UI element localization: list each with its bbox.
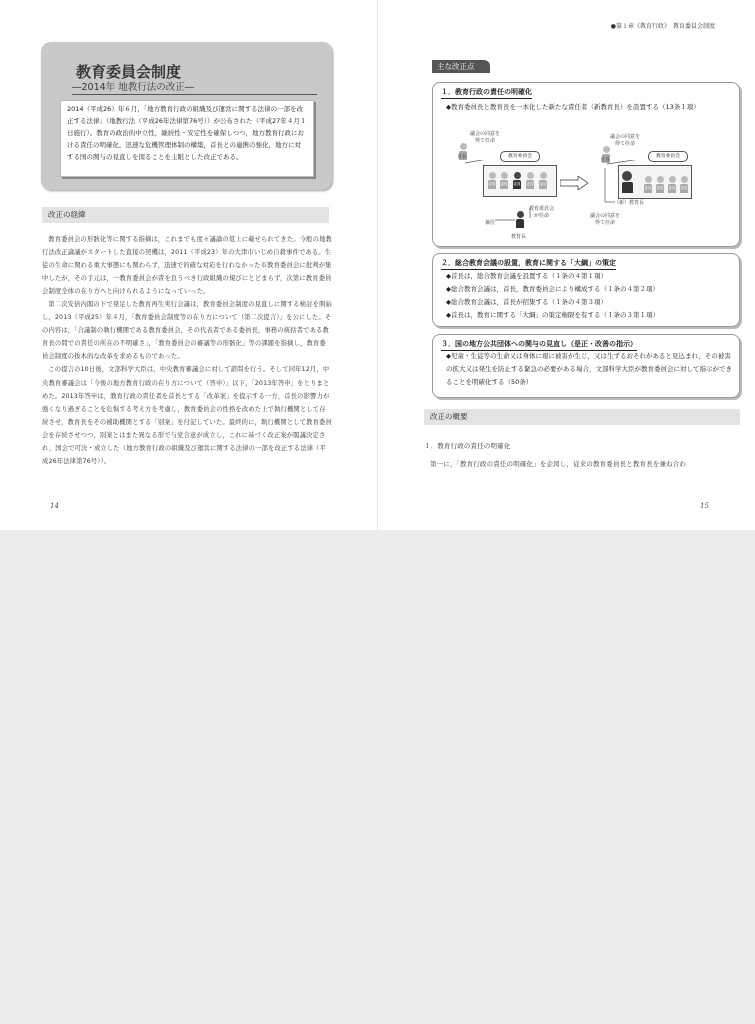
overview-heading: 改正の概要 [424,409,740,425]
page-number-right: 15 [700,502,709,510]
paragraph: この提言の10日後，文部科学大臣は，中央教育審議会に対して諮問を行う。そして同年12月，中央教育審議会は「今後の地方教育行政の在り方について（答申）」以下，「2013年答申」をとりまとめた。2013年答申は，教育行政の責任者を首長とする「改革案」を提示する一方，首長の影響力が強くなり過ぎることを危惧する考え方を考慮し，教育委員会の性格を改めた上で執行機関として存続させ，教育長をその補助機関とする「別案」を付記していた。最終的に，執行機関として教育委員会を存続させつつ，別案とはまた異なる形で与党合意が成立し，これに基づく改正案が閣議決定され，国会で可決・成立した（地方教育行政の組織及び運営に関する法律の一部を改正する法律（平成26年法律第76号））。 [42,366,332,465]
overview-text: 第一に，「教育行政の責任の明確化」を企図し，従来の教育委員長と教育長を兼ね合わ [430,460,687,468]
member-figure: 委員 [488,172,496,189]
chapter-title: 教育委員会制度 [76,63,182,81]
diagram-label: 議会の同意を 得て任命 [590,213,621,226]
diagram-label: 教育長 [511,234,527,240]
title-rule [72,94,317,95]
diagram-label: 教育委員会 が任命 [529,206,555,219]
member-figure: 委員 [656,176,664,193]
paragraph: 教育委員会の形骸化等に関する指摘は，これまでも度々議論の俎上に載せられてきた。今般の地教行法改正論議がスタートした直接の契機は，2011（平成23）年の大津市いじめ自殺事件である。生徒の生命に関わる重大事態にも関わらず，迅速で的確な対応を行わなかった市教育委員会に批判が集中したが，その手元は，一教育委員会が責を負うべき行政組織の規びにとどまらず，次第に教育委員会制度全体の在り方へと向けられるようになっていった。 [42,236,332,296]
title-card [41,42,332,190]
paragraph: 第二次安倍内閣の下で発足した教育再生実行会議は，教育委員会制度の見直しに関する検討を開始し，2013（平成25）年４月，「教育委員会制度等の在り方について（第二次提言）」を公にした。その内容は，「合議制の執行機関である教育委員会，その代表者である委員長，事務の統括者である教育長の間での責任の所在の不明確さ」，「教育委員会の審議等の形骸化」等の課題を指摘し，教育委員会制度の抜本的な改革を求めるものであった。 [42,301,332,361]
chair-figure: 委員長 [513,172,521,189]
reform-point-3-heading: ３．国の地方公共団体への関与の見直し（是正・改善の指示） [441,339,637,351]
diagram-connectors [455,160,705,230]
page-number-left: 14 [50,502,59,510]
member-figure: 委員 [500,172,508,189]
reform-point-2-box [432,253,740,327]
member-figure: 委員 [539,172,547,189]
diagram-label: 議会の同意を 得て任命 [610,134,641,147]
background-heading: 改正の経緯 [42,207,329,223]
chapter-subtitle: ―2014年 地教行法の改正― [72,82,195,93]
reform-point-2-bullet: ◆総合教育会議は，首長，教育委員会により構成する（１条の４第２項） [446,285,659,293]
reform-point-2-bullet: ◆首長は，総合教育会議を設置する（１条の４第１項） [446,272,607,280]
page-gutter [377,0,378,530]
reform-point-2-bullet: ◆総合教育会議は，首長が招集する（１条の４第３項） [446,298,607,306]
diagram-label: 議会の同意を 得て任命 [470,131,501,144]
diagram-label: （新）教育長 [614,200,645,206]
reform-point-3-bullet: ◆児童・生徒等の生命又は身体に現に被害が生じ，又は生ずるおそれがあると見込まれ，その被害の拡大又は発生を防止する緊急の必要がある場合，文部科学大臣が教育委員会に対して指示ができることを明確化する（50条） [446,352,732,386]
diagram-label: 首長 [457,154,468,160]
diagram-label: 首長 [600,157,611,163]
reform-point-3-box [432,334,740,398]
running-head: ●第１章《教育行政》 教育委員会制度 [610,23,715,30]
member-figure: 委員 [680,176,688,193]
main-points-tag: 主な改正点 [432,60,490,73]
reform-point-1-heading: １．教育行政の責任の明確化 [441,87,532,99]
member-figure: 委員 [668,176,676,193]
reform-point-2-bullet: ◆首長は，教育に関する「大綱」の策定権限を有する（１条の３第１項） [446,311,659,319]
reform-point-1-bullet: ◆教育委員長と教育長を一本化した新たな責任者（新教育長）を設置する（13条１項） [446,103,700,111]
reform-point-2-heading: ２．総合教育会議の設置，教育に関する「大綱」の策定 [441,258,616,270]
summary-box: 2014（平成26）年６月，「地方教育行政の組織及び運営に関する法律の一部を改正する法律」（地教行法（平成26年法律第76号））が公布された（平成27年４月１日施行）。教育の政治的中立性，継続性・安定性を確保しつつ，地方教育行政における責任の明確化，迅速な危機管理体制の構築，首長との連携の強化，地方に対する国の関与の見直しを図ることを主眼とした改正である。 [60,100,314,177]
member-figure: 委員 [644,176,652,193]
diagram-label: 兼任 [485,220,496,226]
board-pill: 教育委員会 [500,151,540,162]
background-body [42,233,332,468]
board-pill: 教育委員会 [648,151,688,162]
member-figure: 委員 [526,172,534,189]
overview-subheading: １．教育行政の責任の明確化 [424,442,511,450]
